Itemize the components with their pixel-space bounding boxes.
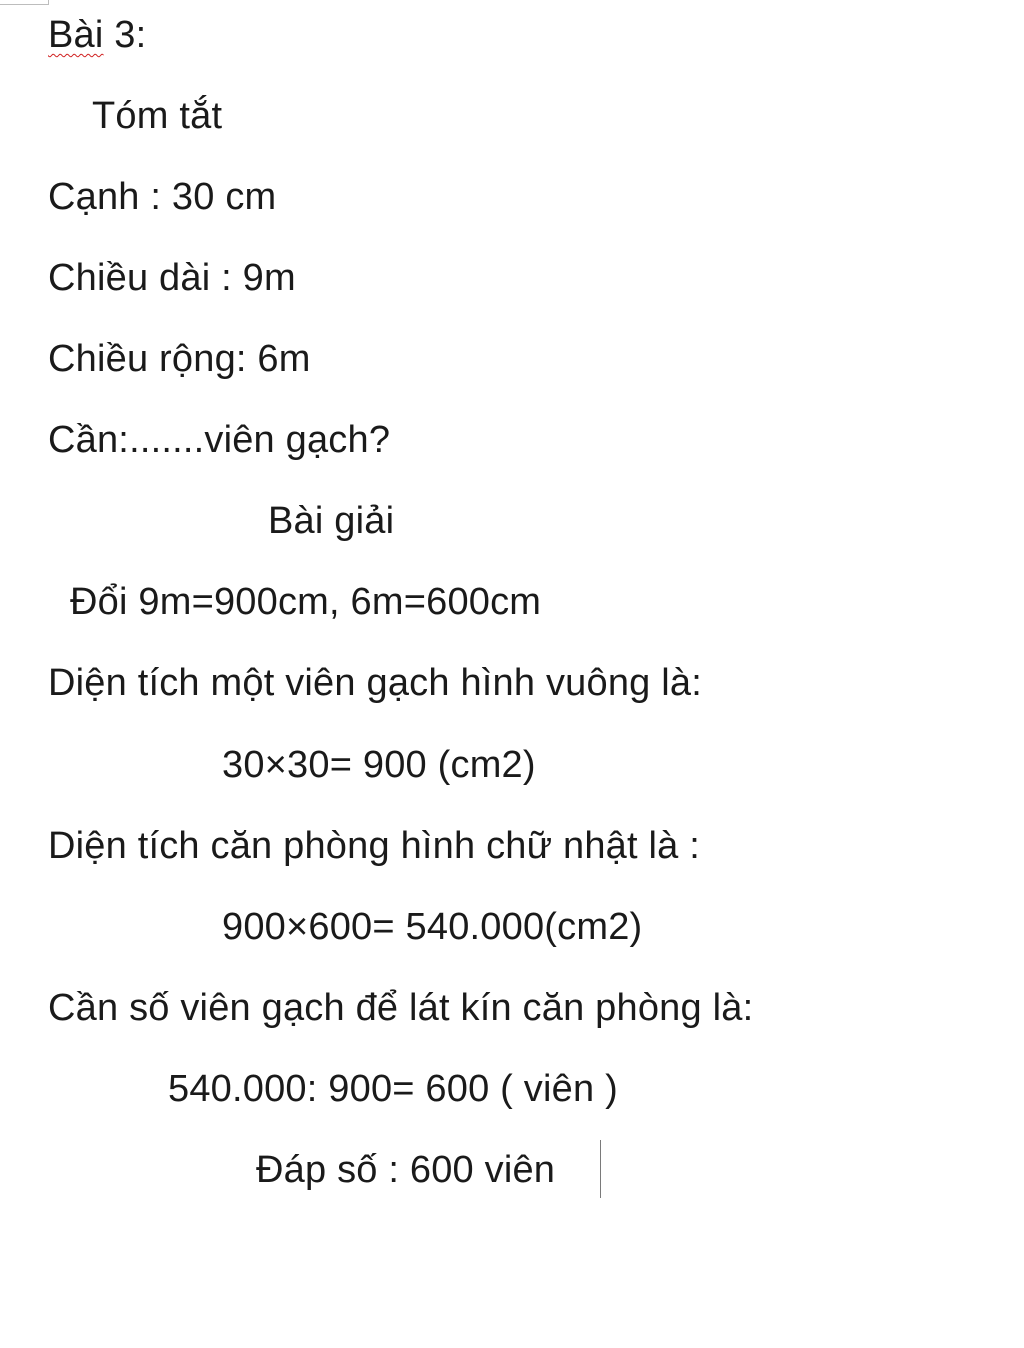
solution-heading: Bài giải xyxy=(268,500,395,542)
tile-area-statement: Diện tích một viên gạch hình vuông là: xyxy=(48,662,702,704)
tile-count-statement: Cần số viên gạch để lát kín căn phòng là: xyxy=(48,987,754,1029)
text-cursor xyxy=(600,1140,601,1198)
tile-area-calculation: 30×30= 900 (cm2) xyxy=(222,744,536,786)
given-length: Chiều dài : 9m xyxy=(48,257,296,299)
page-corner-mark xyxy=(0,0,49,5)
exercise-title: Bài 3: xyxy=(48,14,147,56)
spellcheck-word: Bài xyxy=(48,14,104,56)
unit-conversion: Đổi 9m=900cm, 6m=600cm xyxy=(70,581,542,623)
given-width: Chiều rộng: 6m xyxy=(48,338,311,380)
room-area-statement: Diện tích căn phòng hình chữ nhật là : xyxy=(48,825,701,867)
summary-heading: Tóm tắt xyxy=(92,95,223,137)
tile-count-calculation: 540.000: 900= 600 ( viên ) xyxy=(168,1068,618,1110)
final-answer: Đáp số : 600 viên xyxy=(256,1149,556,1191)
given-side: Cạnh : 30 cm xyxy=(48,176,277,218)
question-line: Cần:.......viên gạch? xyxy=(48,419,391,461)
room-area-calculation: 900×600= 540.000(cm2) xyxy=(222,906,643,948)
